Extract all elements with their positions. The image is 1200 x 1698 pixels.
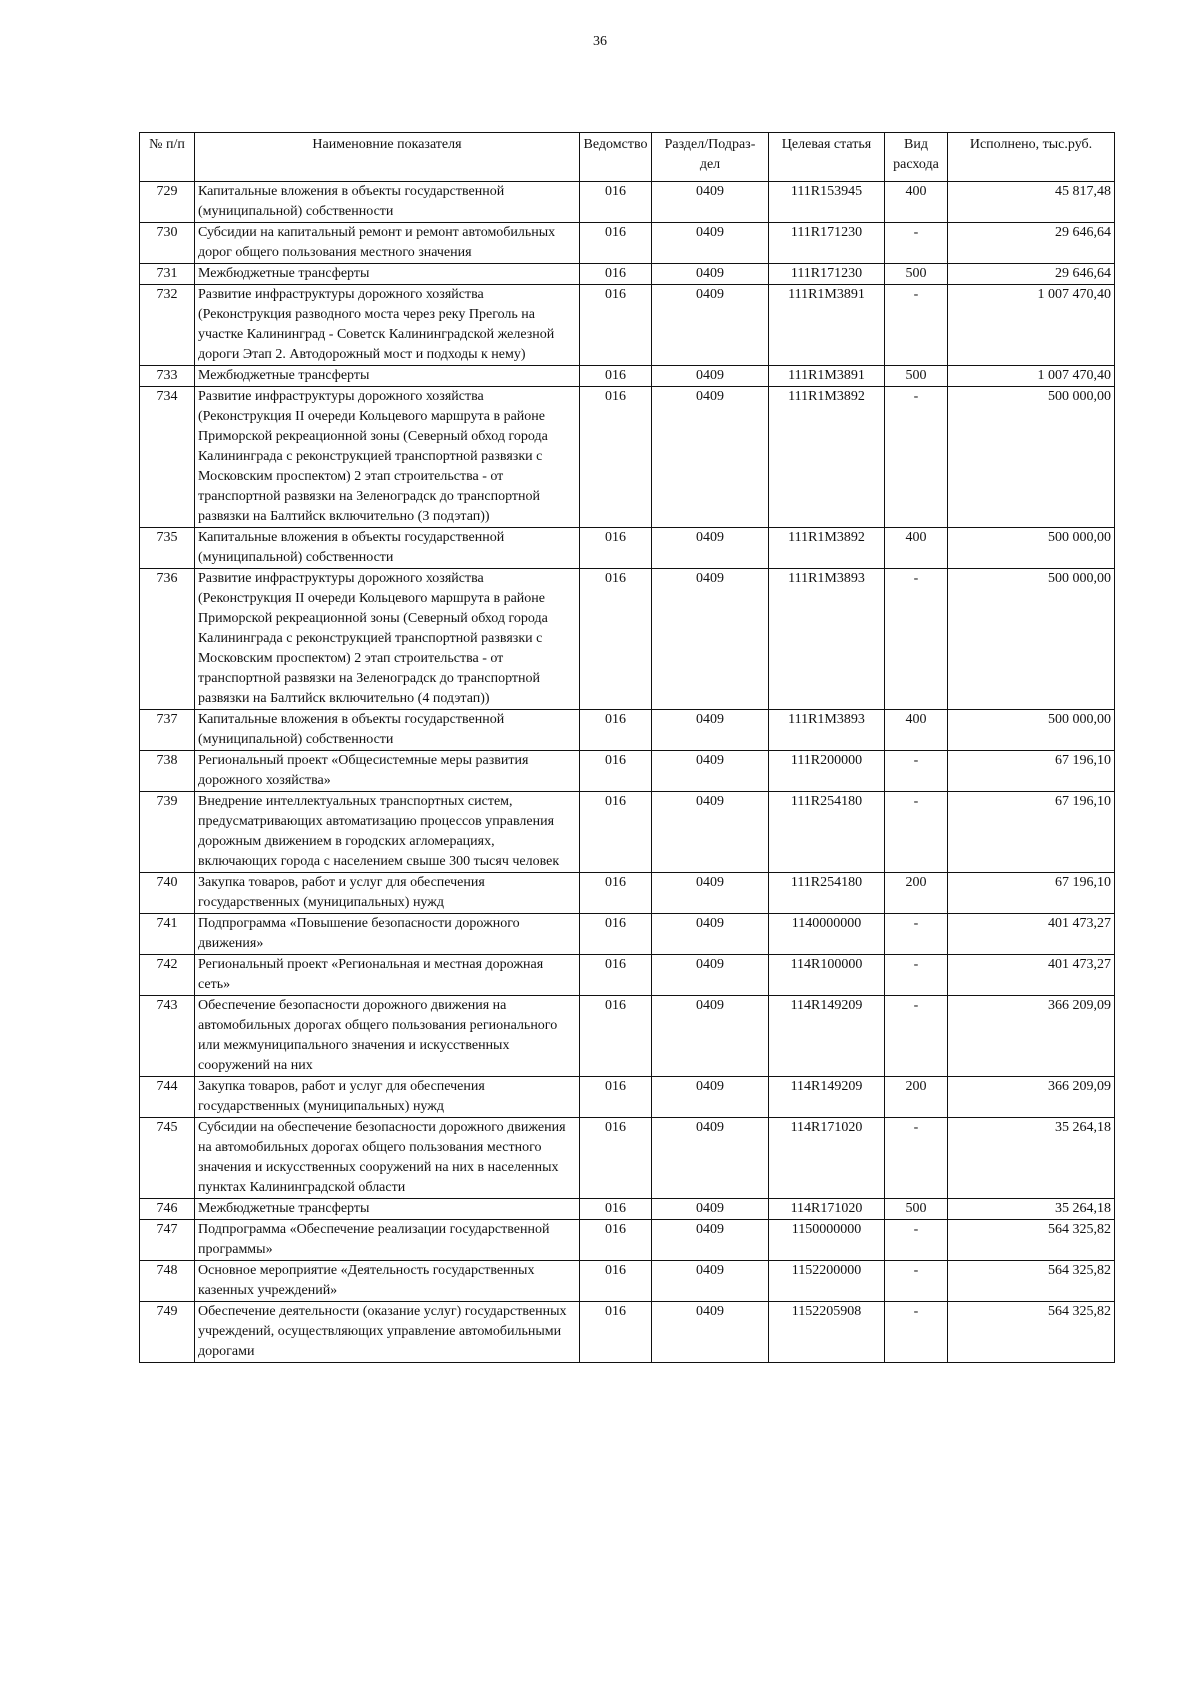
row-target-article: 114R171020 [769,1199,885,1220]
row-expense-type: 500 [885,264,948,285]
table-row [140,264,1115,285]
table-row [140,873,1115,914]
table-row [140,996,1115,1077]
row-number: 731 [140,264,195,285]
row-target-article: 111R171230 [769,223,885,264]
row-target-article: 111R1M3893 [769,569,885,710]
row-section: 0409 [652,366,769,387]
row-department: 016 [580,792,652,873]
row-amount: 45 817,48 [948,182,1115,223]
row-section: 0409 [652,528,769,569]
table-row [140,1302,1115,1363]
row-section: 0409 [652,285,769,366]
row-name: Обеспечение деятельности (оказание услуг) государственных учреждений, осуществляющих управление автомобильными дорогами [195,1302,580,1363]
row-amount: 564 325,82 [948,1302,1115,1363]
row-amount: 500 000,00 [948,387,1115,528]
row-section: 0409 [652,996,769,1077]
row-number: 744 [140,1077,195,1118]
row-section: 0409 [652,873,769,914]
row-expense-type: 500 [885,366,948,387]
row-department: 016 [580,1118,652,1199]
row-expense-type: - [885,996,948,1077]
row-section: 0409 [652,914,769,955]
row-department: 016 [580,873,652,914]
row-amount: 500 000,00 [948,710,1115,751]
row-target-article: 114R100000 [769,955,885,996]
table-row [140,1261,1115,1302]
table-row [140,528,1115,569]
row-section: 0409 [652,1118,769,1199]
header-amount: Исполнено, тыс.руб. [948,133,1115,182]
row-expense-type: - [885,1261,948,1302]
table-header-row [140,133,1115,182]
row-department: 016 [580,528,652,569]
row-number: 745 [140,1118,195,1199]
row-name: Обеспечение безопасности дорожного движения на автомобильных дорогах общего пользования регионального или межмуниципального значения и искусственных сооружений на них [195,996,580,1077]
row-name: Развитие инфраструктуры дорожного хозяйства (Реконструкция II очереди Кольцевого маршрута в районе Приморской рекреационной зоны (Северный обход города Калининграда с реконструкцией транспортной развязки с Московским проспектом) 2 этап строительства - от транспортной развязки на Зеленоградск до транспортной развязки на Балтийск включительно (4 подэтап)) [195,569,580,710]
row-section: 0409 [652,223,769,264]
row-department: 016 [580,223,652,264]
header-name: Наименовние показателя [195,133,580,182]
row-number: 729 [140,182,195,223]
table-row [140,387,1115,528]
row-name: Капитальные вложения в объекты государственной (муниципальной) собственности [195,710,580,751]
table-row [140,182,1115,223]
row-amount: 35 264,18 [948,1199,1115,1220]
row-amount: 67 196,10 [948,792,1115,873]
row-number: 742 [140,955,195,996]
row-name: Капитальные вложения в объекты государственной (муниципальной) собственности [195,182,580,223]
row-expense-type: - [885,955,948,996]
row-name: Субсидии на капитальный ремонт и ремонт автомобильных дорог общего пользования местного значения [195,223,580,264]
row-amount: 564 325,82 [948,1261,1115,1302]
table-row [140,751,1115,792]
row-target-article: 111R1M3891 [769,285,885,366]
row-department: 016 [580,1261,652,1302]
row-department: 016 [580,366,652,387]
row-section: 0409 [652,751,769,792]
row-amount: 401 473,27 [948,955,1115,996]
row-section: 0409 [652,264,769,285]
row-target-article: 111R1M3892 [769,528,885,569]
table-row [140,223,1115,264]
row-amount: 1 007 470,40 [948,366,1115,387]
row-department: 016 [580,387,652,528]
table-row [140,1220,1115,1261]
table-row [140,792,1115,873]
row-expense-type: 400 [885,710,948,751]
row-expense-type: - [885,569,948,710]
table-row [140,285,1115,366]
row-name: Внедрение интеллектуальных транспортных систем, предусматривающих автоматизацию процессов управления дорожным движением в городских агломерациях, включающих города с населением свыше 300 тысяч человек [195,792,580,873]
row-department: 016 [580,1199,652,1220]
row-expense-type: - [885,285,948,366]
row-target-article: 111R200000 [769,751,885,792]
row-section: 0409 [652,387,769,528]
table-row [140,1077,1115,1118]
row-expense-type: 400 [885,182,948,223]
row-number: 740 [140,873,195,914]
row-section: 0409 [652,1302,769,1363]
row-target-article: 114R149209 [769,996,885,1077]
row-number: 746 [140,1199,195,1220]
row-target-article: 111R254180 [769,792,885,873]
row-number: 748 [140,1261,195,1302]
row-expense-type: 400 [885,528,948,569]
row-department: 016 [580,710,652,751]
row-number: 738 [140,751,195,792]
row-name: Региональный проект «Региональная и местная дорожная сеть» [195,955,580,996]
budget-table [139,132,1115,1363]
row-expense-type: - [885,792,948,873]
row-department: 016 [580,751,652,792]
row-number: 734 [140,387,195,528]
row-name: Капитальные вложения в объекты государственной (муниципальной) собственности [195,528,580,569]
row-department: 016 [580,1220,652,1261]
row-target-article: 1152205908 [769,1302,885,1363]
row-target-article: 111R153945 [769,182,885,223]
header-number: № п/п [140,133,195,182]
row-department: 016 [580,914,652,955]
page-number: 36 [593,34,607,49]
row-name: Межбюджетные трансферты [195,366,580,387]
table-row [140,1199,1115,1220]
row-name: Развитие инфраструктуры дорожного хозяйства (Реконструкция II очереди Кольцевого маршрута в районе Приморской рекреационной зоны (Северный обход города Калининграда с реконструкцией транспортной развязки с Московским проспектом) 2 этап строительства - от транспортной развязки на Зеленоградск до транспортной развязки на Балтийск включительно (3 подэтап)) [195,387,580,528]
row-target-article: 111R1M3892 [769,387,885,528]
row-department: 016 [580,285,652,366]
row-number: 735 [140,528,195,569]
header-department: Ведомство [580,133,652,182]
row-number: 747 [140,1220,195,1261]
row-section: 0409 [652,182,769,223]
row-expense-type: - [885,1118,948,1199]
row-number: 743 [140,996,195,1077]
header-section: Раздел/Подраз-дел [652,133,769,182]
row-department: 016 [580,264,652,285]
row-name: Субсидии на обеспечение безопасности дорожного движения на автомобильных дорогах общего пользования местного значения и искусственных сооружений на них в населенных пунктах Калининградской области [195,1118,580,1199]
header-expense-type: Вид расхода [885,133,948,182]
row-amount: 29 646,64 [948,264,1115,285]
row-target-article: 111R254180 [769,873,885,914]
row-number: 736 [140,569,195,710]
row-number: 737 [140,710,195,751]
table-row [140,955,1115,996]
row-amount: 564 325,82 [948,1220,1115,1261]
row-section: 0409 [652,1261,769,1302]
row-section: 0409 [652,1077,769,1118]
table-row [140,914,1115,955]
row-amount: 67 196,10 [948,873,1115,914]
row-number: 739 [140,792,195,873]
row-name: Межбюджетные трансферты [195,1199,580,1220]
row-expense-type: 500 [885,1199,948,1220]
row-name: Развитие инфраструктуры дорожного хозяйства (Реконструкция разводного моста через реку Преголь на участке Калининград - Советск Калининградской железной дороги Этап 2. Автодорожный мост и подходы к нему) [195,285,580,366]
row-amount: 366 209,09 [948,1077,1115,1118]
row-amount: 401 473,27 [948,914,1115,955]
row-section: 0409 [652,792,769,873]
row-section: 0409 [652,955,769,996]
header-target-article: Целевая статья [769,133,885,182]
row-amount: 366 209,09 [948,996,1115,1077]
row-number: 730 [140,223,195,264]
row-expense-type: - [885,1220,948,1261]
row-target-article: 114R149209 [769,1077,885,1118]
row-amount: 500 000,00 [948,528,1115,569]
row-department: 016 [580,569,652,710]
row-section: 0409 [652,1220,769,1261]
row-expense-type: - [885,387,948,528]
row-section: 0409 [652,569,769,710]
row-target-article: 111R1M3893 [769,710,885,751]
table-row [140,366,1115,387]
row-number: 741 [140,914,195,955]
row-number: 733 [140,366,195,387]
row-section: 0409 [652,1199,769,1220]
row-name: Региональный проект «Общесистемные меры развития дорожного хозяйства» [195,751,580,792]
table-row [140,710,1115,751]
row-number: 749 [140,1302,195,1363]
row-target-article: 111R171230 [769,264,885,285]
row-department: 016 [580,955,652,996]
row-expense-type: - [885,914,948,955]
row-name: Подпрограмма «Повышение безопасности дорожного движения» [195,914,580,955]
row-expense-type: - [885,751,948,792]
row-expense-type: - [885,1302,948,1363]
row-department: 016 [580,1302,652,1363]
table-row [140,1118,1115,1199]
row-department: 016 [580,1077,652,1118]
table-row [140,569,1115,710]
row-target-article: 1152200000 [769,1261,885,1302]
row-section: 0409 [652,710,769,751]
row-name: Межбюджетные трансферты [195,264,580,285]
row-amount: 1 007 470,40 [948,285,1115,366]
row-target-article: 1140000000 [769,914,885,955]
row-amount: 500 000,00 [948,569,1115,710]
row-amount: 67 196,10 [948,751,1115,792]
row-department: 016 [580,182,652,223]
row-amount: 35 264,18 [948,1118,1115,1199]
row-target-article: 114R171020 [769,1118,885,1199]
row-name: Закупка товаров, работ и услуг для обеспечения государственных (муниципальных) нужд [195,873,580,914]
row-amount: 29 646,64 [948,223,1115,264]
row-name: Закупка товаров, работ и услуг для обеспечения государственных (муниципальных) нужд [195,1077,580,1118]
row-number: 732 [140,285,195,366]
row-target-article: 1150000000 [769,1220,885,1261]
row-department: 016 [580,996,652,1077]
row-expense-type: - [885,223,948,264]
row-expense-type: 200 [885,873,948,914]
row-name: Основное мероприятие «Деятельность государственных казенных учреждений» [195,1261,580,1302]
row-name: Подпрограмма «Обеспечение реализации государственной программы» [195,1220,580,1261]
row-expense-type: 200 [885,1077,948,1118]
row-target-article: 111R1M3891 [769,366,885,387]
